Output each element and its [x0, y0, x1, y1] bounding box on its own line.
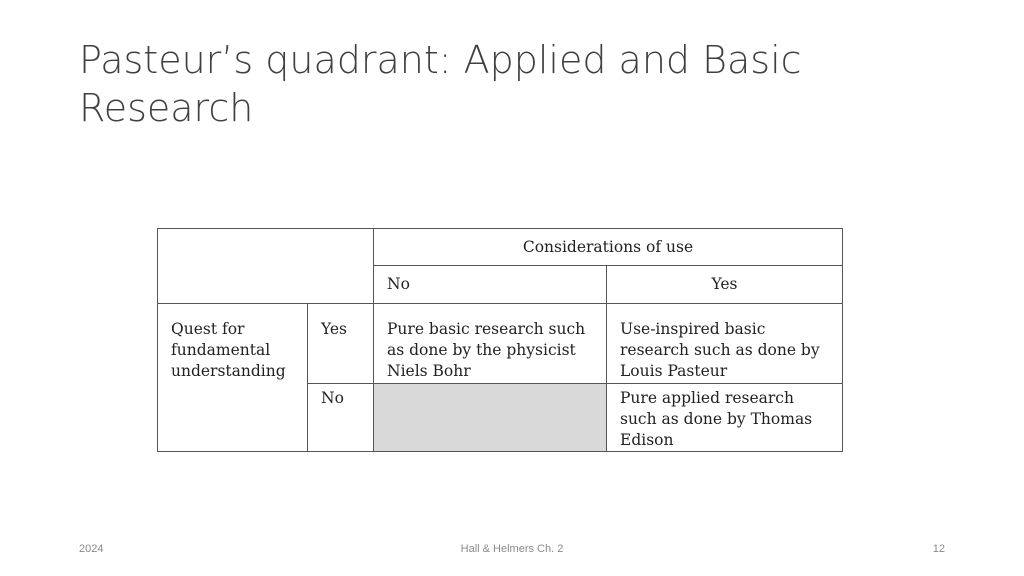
cell-applied-research: Pure applied research such as done by Thomas Edison — [607, 384, 843, 452]
row-label-no: No — [308, 384, 374, 452]
cell-basic-research: Pure basic research such as done by the physicist Niels Bohr — [374, 304, 607, 384]
cell-use-inspired-research: Use-inspired basic research such as done by Louis Pasteur — [607, 304, 843, 384]
row-header-quest: Quest for fundamental understanding — [158, 304, 308, 452]
column-header-no: No — [374, 266, 607, 304]
pasteur-quadrant-table — [157, 228, 843, 452]
footer-source: Hall & Helmers Ch. 2 — [460, 543, 564, 555]
row-label-yes: Yes — [308, 304, 374, 384]
considerations-of-use-header: Considerations of use — [374, 229, 843, 266]
page-number: 12 — [932, 543, 945, 555]
slide-title: Pasteur’s quadrant: Applied and Basic Research — [79, 38, 802, 130]
footer-date: 2024 — [79, 543, 104, 555]
column-header-yes: Yes — [607, 266, 843, 304]
cell-empty-shaded — [374, 384, 607, 452]
table-corner-cell — [158, 229, 374, 304]
